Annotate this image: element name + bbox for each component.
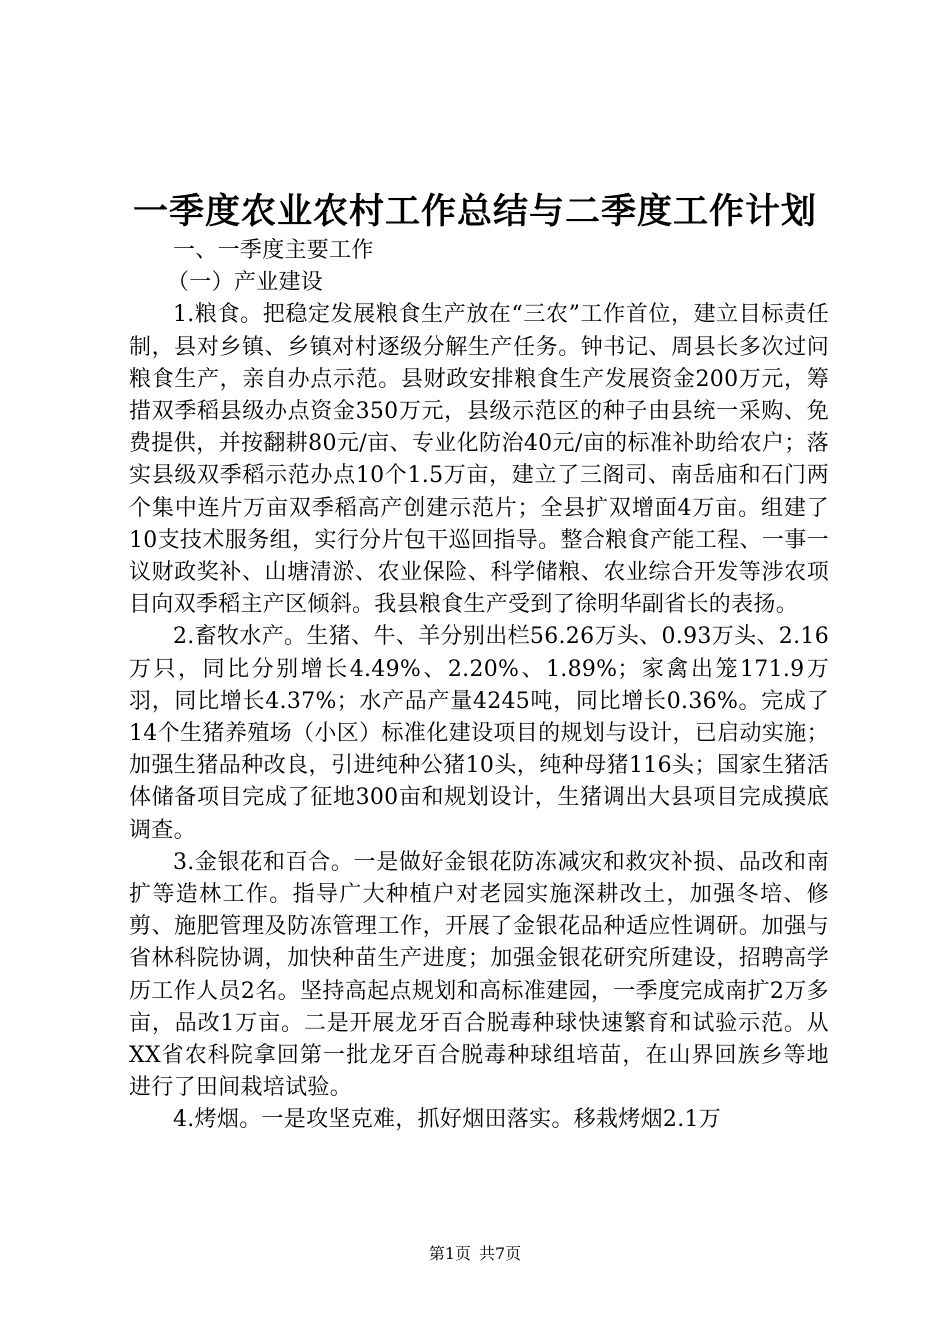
- document-body: [129, 235, 829, 1137]
- paragraph-livestock: 2.畜牧水产。生猪、牛、羊分别出栏56.26万头、0.93万头、2.16万只，同比分别增长4.49%、2.20%、1.89%；家禽出笼171.9万羽，同比增长4.37%；水产品产量4245吨，同比增长0.36%。完成了14个生猪养殖场（小区）标准化建设项目的规划与设计，已启动实施；加强生猪品种改良，引进纯种公猪10头，纯种母猪116头；国家生猪活体储备项目完成了征地300亩和规划设计，生猪调出大县项目完成摸底调查。: [129, 624, 829, 843]
- page-total: 共7页: [479, 1244, 522, 1263]
- subsection-heading: （一）产业建设: [167, 270, 324, 296]
- section-heading: 一、一季度主要工作: [173, 238, 374, 263]
- page-footer: [0, 1243, 950, 1265]
- page-number: 第1页: [428, 1244, 471, 1263]
- document-title: 一季度农业农村工作总结与二季度工作计划: [132, 191, 817, 232]
- paragraph-tobacco: 4.烤烟。一是攻坚克难，抓好烟田落实。移栽烤烟2.1万: [173, 1107, 722, 1133]
- paragraph-grain: 1.粮食。把稳定发展粮食生产放在“三农”工作首位，建立目标责任制，县对乡镇、乡镇对村逐级分解生产任务。钟书记、周县长多次过问粮食生产，亲自办点示范。县财政安排粮食生产发展资金200万元，筹措双季稻县级办点资金350万元，县级示范区的种子由县统一采购、免费提供，并按翻耕80元/亩、专业化防治40元/亩的标准补助给农户；落实县级双季稻示范办点10个1.5万亩，建立了三阁司、南岳庙和石门两个集中连片万亩双季稻高产创建示范片；全县扩双增面4万亩。组建了10支技术服务组，实行分片包干巡回指导。整合粮食产能工程、一事一议财政奖补、山塘清淤、农业保险、科学储粮、农业综合开发等涉农项目向双季稻主产区倾斜。我县粮食生产受到了徐明华副省长的表扬。: [129, 302, 829, 618]
- paragraph-honeysuckle-lily: 3.金银花和百合。一是做好金银花防冻减灾和救灾补损、品改和南扩等造林工作。指导广大种植户对老园实施深耕改土，加强冬培、修剪、施肥管理及防冻管理工作，开展了金银花品种适应性调研。加强与省林科院协调，加快种苗生产进度；加强金银花研究所建设，招聘高学历工作人员2名。坚持高起点规划和高标准建园，一季度完成南扩2万多亩，品改1万亩。二是开展龙牙百合脱毒种球快速繁育和试验示范。从XX省农科院拿回第一批龙牙百合脱毒种球组培苗，在山界回族乡等地进行了田间栽培试验。: [129, 849, 829, 1101]
